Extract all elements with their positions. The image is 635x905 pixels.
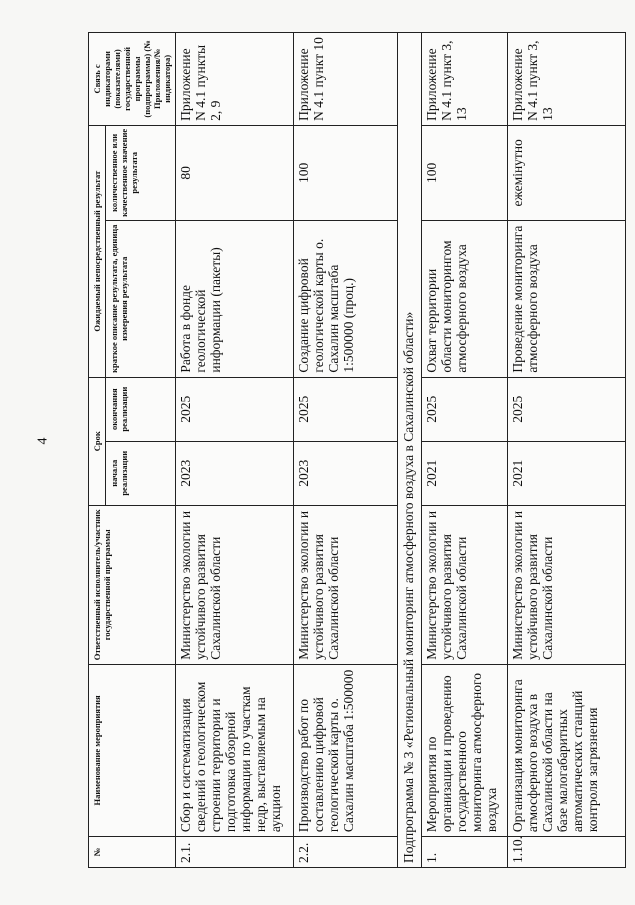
row-name: Мероприятия по организации и проведению государственного мониторинга атмосферного воздуха [422, 664, 508, 836]
subprogram-row [398, 33, 422, 868]
row-value: 80 [176, 125, 294, 220]
header-result: Ожидаемый непосредственный результат [89, 125, 106, 377]
row-name: Организация мониторинга атмосферного воздуха в Сахалинской области на базе малогабаритных автоматических станций контроля загрязнения [508, 664, 626, 836]
row-value: ежемінутно [508, 125, 626, 220]
row-start: 2023 [294, 441, 398, 505]
row-link: Приложение N 4.1 пункт 3, 13 [422, 33, 508, 126]
row-start: 2023 [176, 441, 294, 505]
row-link: Приложение N 4.1 пункт 3, 13 [508, 33, 626, 126]
table-row [508, 33, 626, 868]
row-link: Приложение N 4.1 пункт 10 [294, 33, 398, 126]
header-term: Срок [89, 377, 106, 505]
row-num: 2.2. [294, 837, 398, 868]
table-row [294, 33, 398, 868]
table-row [176, 33, 294, 868]
row-num: 2.1. [176, 837, 294, 868]
row-end: 2025 [294, 377, 398, 441]
header-term-start: начала реализации [106, 441, 176, 505]
row-start: 2021 [422, 441, 508, 505]
row-start: 2021 [508, 441, 626, 505]
row-desc: Охват территории области мониторингом атмосферного воздуха [422, 220, 508, 377]
row-value: 100 [294, 125, 398, 220]
row-name: Производство работ по составлению цифровой геологической карты о. Сахалин масштаба 1:500000 [294, 664, 398, 836]
row-end: 2025 [422, 377, 508, 441]
header-responsible: Ответственный исполнитель/участник государственной программы [89, 505, 176, 664]
header-name: Наименование мероприятия [89, 664, 176, 836]
table-row [422, 33, 508, 868]
row-desc: Работа в фонде геологической информации (пакеты) [176, 220, 294, 377]
page-number: 4 [35, 437, 51, 445]
row-num: 1. [422, 837, 508, 868]
row-num: 1.10. [508, 837, 626, 868]
row-value: 100 [422, 125, 508, 220]
row-end: 2025 [508, 377, 626, 441]
row-end: 2025 [176, 377, 294, 441]
header-result-desc: краткое описание результата, единица измерения результата [106, 220, 176, 377]
header-result-value: количественное или качественное значение результата [106, 125, 176, 220]
row-desc: Создание цифровой геологической карты о. Сахалин масштаба 1:500000 (проц.) [294, 220, 398, 377]
header-link: Связь с индикаторами (показателями) государственной программы (подпрограммы) (№ Приложения/№ индикатора) [89, 33, 176, 126]
row-link: Приложение N 4.1 пункты 2, 9 [176, 33, 294, 126]
row-responsible: Министерство экологии и устойчивого развития Сахалинской области [508, 505, 626, 664]
row-name: Сбор и систематизация сведений о геологическом строении территории и подготовка обзорной информации по участкам недр, выставляемым на аукцион [176, 664, 294, 836]
row-responsible: Министерство экологии и устойчивого развития Сахалинской области [294, 505, 398, 664]
measures-table [88, 32, 626, 868]
row-responsible: Министерство экологии и устойчивого развития Сахалинской области [176, 505, 294, 664]
rotated-table-wrapper [88, 32, 626, 868]
header-term-end: окончания реализации [106, 377, 176, 441]
subprogram-title: Подпрограмма № 3 «Региональный мониторинг атмосферного воздуха в Сахалинской области» [398, 33, 422, 868]
header-num: № [89, 837, 176, 868]
row-responsible: Министерство экологии и устойчивого развития Сахалинской области [422, 505, 508, 664]
row-desc: Проведение мониторинга атмосферного воздуха [508, 220, 626, 377]
